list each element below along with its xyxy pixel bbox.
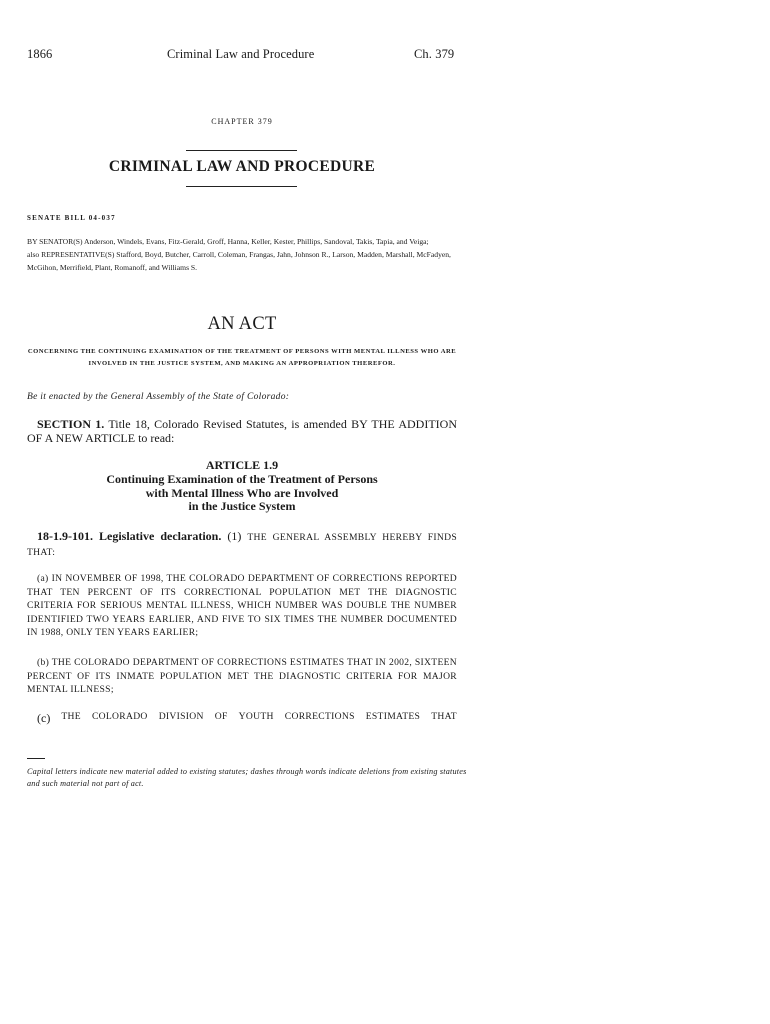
paragraph-a: (a) IN NOVEMBER OF 1998, THE COLORADO DEPARTMENT OF CORRECTIONS REPORTED THAT TEN PERCENT OF ITS CORRECTIONAL POPULATION MET THE DIAGNOSTIC CRITERIA FOR SERIOUS MENTAL ILLNESS, WHICH NUMBER WAS DOUBLE THE NUMBER IDENTIFIED TWO YEARS EARLIER, AND FIVE TO SIX TIMES THE NUMBER DOCUMENTED IN 1988, ONLY TEN YEARS EARLIER; [27,573,457,638]
representatives: also REPRESENTATIVE(S) Stafford, Boyd, Butcher, Carroll, Coleman, Frangas, Jahn, Johnson R., Larson, Madden, Marshall, McFadyen, McGihon, Merrifield, Plant, Romanoff, and Williams S. [27,249,451,272]
paragraph-c-word: YOUTH [238,711,274,722]
section-1 [27,418,457,445]
chapter-label: CHAPTER 379 [211,117,273,126]
enacting-clause: Be it enacted by the General Assembly of the State of Colorado: [27,392,290,402]
running-title: Criminal Law and Procedure [167,47,315,61]
paragraph-c [27,711,457,726]
footnote-rule [27,758,45,759]
paragraph-c-word: DIVISION [158,711,204,722]
sponsors [27,236,457,274]
article-number: ARTICLE 1.9 [205,458,279,472]
paragraph-1-text: THE GENERAL ASSEMBLY HEREBY FINDS THAT: [27,532,458,558]
senators: BY SENATOR(S) Anderson, Windels, Evans, Fitz-Gerald, Groff, Hanna, Keller, Kester, Phillips, Sandoval, Takis, Tapia, and Veiga; [27,237,429,246]
paragraph-c-word: THAT [431,711,457,722]
section-1-label: SECTION 1. [37,417,105,431]
article-title-line-3: in the Justice System [188,499,296,514]
paragraph-1 [27,530,457,559]
paragraph-b: (b) THE COLORADO DEPARTMENT OF CORRECTIONS ESTIMATES THAT IN 2002, SIXTEEN PERCENT OF ITS INMATE POPULATION MET THE DIAGNOSTIC CRITERIA FOR MAJOR MENTAL ILLNESS; [27,657,457,695]
chapter-title: CRIMINAL LAW AND PROCEDURE [108,158,376,175]
paragraph-c-word: (c) [37,711,51,725]
article-title-line-1: Continuing Examination of the Treatment of Persons [106,471,378,486]
section-1-text: Title 18, Colorado Revised Statutes, is amended BY THE ADDITION OF A NEW ARTICLE to read: [27,417,457,445]
paragraph-c-word: ESTIMATES [365,711,421,722]
paragraph-c-word: COLORADO [91,711,148,722]
concerning-clause: CONCERNING THE CONTINUING EXAMINATION OF THE TREATMENT OF PERSONS WITH MENTAL ILLNESS WHO ARE INVOLVED IN THE JUSTICE SYSTEM, AND MAKING AN APPROPRIATION THEREFOR. [27,348,457,367]
chapter-reference: Ch. 379 [414,47,455,61]
paragraph-1-number: (1) [227,529,242,543]
article-title-line-2: with Mental Illness Who are Involved [145,485,339,500]
paragraph-c-word: OF [214,711,228,722]
footnote: Capital letters indicate new material added to existing statutes; dashes through words indicate deletions from existing statutes and such material not part of act. [27,767,467,788]
chapter-top-rule [186,150,297,151]
chapter-bottom-rule [186,186,297,187]
page-number: 1866 [27,47,53,61]
act-title: AN ACT [207,314,277,334]
article-heading [27,459,457,514]
bill-number: SENATE BILL 04-037 [27,214,116,222]
paragraph-c-word: CORRECTIONS [284,711,355,722]
paragraph-c-word: THE [61,711,81,722]
statute-section-label: 18-1.9-101. Legislative declaration. [37,529,222,543]
